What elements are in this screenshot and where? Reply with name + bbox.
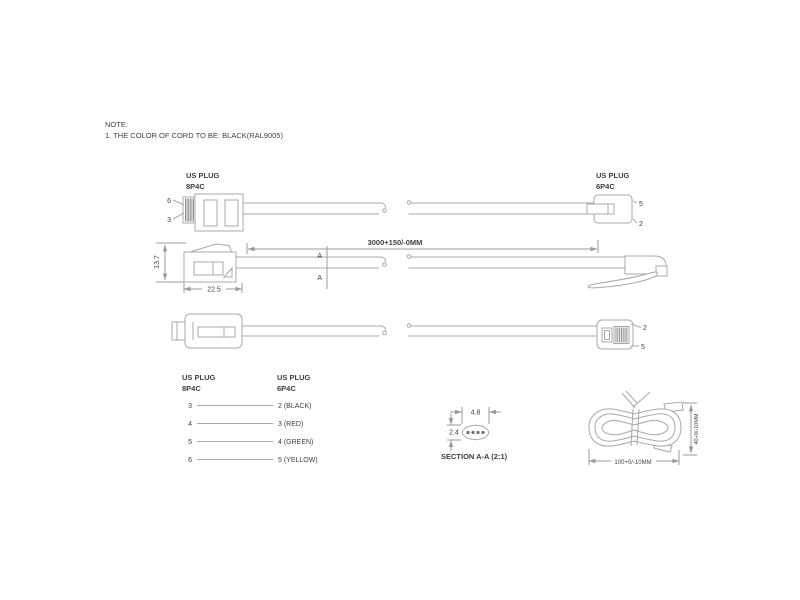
plug-tip (656, 266, 667, 276)
dim-100 (589, 449, 679, 466)
wiring-right-subheader: 6P4C (277, 384, 296, 393)
cord-cross-section (462, 425, 489, 439)
cable-ends-fork (622, 391, 650, 408)
package-height-dim: 40+0/-10MM (694, 413, 700, 445)
packaged-cable (589, 391, 700, 466)
wire-to: 3 (RED) (278, 421, 304, 428)
latch-tab (587, 204, 614, 214)
wiring-left-subheader: 8P4C (182, 384, 201, 393)
section-mark-top: A (317, 253, 322, 260)
pin5-label: 5 (641, 344, 645, 351)
section-aa-detail (441, 407, 508, 461)
plug-6p4c-title: US PLUG (596, 171, 630, 180)
pin2-label: 2 (643, 325, 647, 332)
pin3-leader (173, 213, 184, 219)
wire-from: 4 (188, 421, 192, 428)
dim-40 (683, 403, 700, 455)
plug-height-dim: 13.7 (154, 255, 161, 269)
front-view-row (167, 171, 643, 231)
conductor-dots (466, 431, 484, 434)
plug-6p4c-bottom (597, 320, 647, 351)
wire-from: 5 (188, 439, 192, 446)
latch (588, 272, 657, 288)
wiring-row (188, 403, 311, 410)
wiring-left-header: US PLUG (182, 373, 216, 382)
pin5-label: 5 (639, 201, 643, 208)
plug-8p4c-front (167, 171, 243, 231)
plug-6p4c-subtitle: 6P4C (596, 182, 615, 191)
note-title: NOTE: (105, 120, 128, 129)
plug-6p4c-side (588, 256, 667, 288)
wire-from: 6 (188, 457, 192, 464)
bottom-view-row (172, 314, 647, 351)
pin6-label: 6 (167, 198, 171, 205)
wire-from: 3 (188, 403, 192, 410)
latch (190, 244, 232, 252)
wiring-row (188, 421, 303, 428)
section-label: SECTION A-A (2:1) (441, 452, 508, 461)
pin3-label: 3 (167, 217, 171, 224)
side-view-row (154, 238, 667, 294)
dim-4-8 (450, 407, 501, 424)
dim-2-4 (447, 414, 461, 451)
contact-hatch (616, 328, 627, 343)
cord-width-dim: 4.8 (470, 409, 481, 417)
plug-8p4c-title: US PLUG (186, 171, 220, 180)
cable-row1 (243, 201, 594, 214)
section-mark-bottom: A (317, 275, 322, 282)
wiring-right-header: US PLUG (277, 373, 311, 382)
cable-row3 (242, 324, 597, 336)
pin5-leader (633, 201, 637, 203)
cable-row2 (236, 255, 625, 268)
plug-8p4c-bottom (172, 314, 242, 348)
plug-8p4c-subtitle: 8P4C (186, 182, 205, 191)
pin2-leader (633, 219, 637, 223)
wiring-table (182, 373, 318, 464)
plug-length-dim: 22.5 (207, 286, 221, 294)
wire-to: 4 (GREEN) (278, 439, 314, 446)
cable-length-dim: 3000+150/-0MM (367, 238, 423, 247)
wiring-row (188, 457, 318, 464)
wire-to: 5 (YELLOW) (278, 457, 318, 464)
plug-6p4c-front (587, 171, 643, 228)
plug-8p4c-side (184, 244, 236, 282)
dim-3000 (247, 238, 598, 254)
pin6-leader (173, 200, 184, 205)
dim-13-7 (154, 243, 186, 282)
wire-to: 2 (BLACK) (278, 403, 312, 410)
pin2-label: 2 (639, 221, 643, 228)
note-line-cord-color: 1. THE COLOR OF CORD TO BE: BLACK(RAL9005) (105, 131, 283, 140)
plug-tip (172, 322, 185, 340)
dim-22-5 (184, 283, 242, 294)
wiring-row (188, 439, 313, 446)
plug-body (185, 314, 242, 348)
cord-height-dim: 2.4 (449, 429, 459, 437)
note-block (105, 120, 283, 140)
package-length-dim: 100+0/-10MM (614, 460, 652, 466)
